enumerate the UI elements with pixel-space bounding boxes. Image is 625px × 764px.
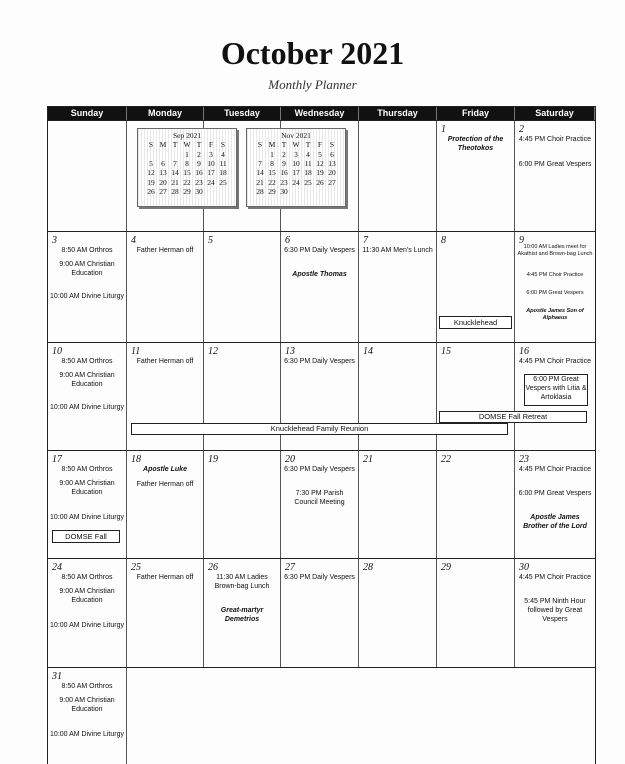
mini-day: 30 [280, 187, 288, 197]
mini-day: 22 [268, 177, 276, 187]
mini-day: 3 [294, 149, 298, 159]
mini-day: 13 [328, 158, 336, 168]
day-cell-22[interactable] [437, 451, 515, 558]
day-number: 18 [131, 454, 141, 465]
mini-day: 7 [258, 158, 262, 168]
day-cell-23[interactable] [515, 451, 595, 558]
calendar-event: 6:30 PM Daily Vespers [284, 466, 355, 473]
day-cell-31[interactable] [48, 668, 127, 764]
mini-day: 19 [316, 168, 324, 178]
mini-day: 9 [282, 158, 286, 168]
week-row [48, 558, 595, 667]
calendar-event: 8:50 AM Orthros [61, 247, 113, 254]
mini-day: 17 [292, 168, 300, 178]
day-number: 26 [208, 562, 218, 573]
mini-day: 5 [149, 158, 153, 168]
day-number: 15 [441, 346, 451, 357]
mini-weekday-label: W [292, 140, 300, 150]
day-cell-4[interactable] [127, 232, 204, 342]
mini-day: 4 [221, 149, 225, 159]
day-cell-9[interactable] [515, 232, 595, 342]
mini-day [314, 187, 326, 196]
mini-day: 26 [316, 177, 324, 187]
mini-day: 1 [270, 149, 274, 159]
calendar-event: 6:30 PM Daily Vespers [284, 358, 355, 365]
calendar-event: 10:00 AM Divine Liturgy [50, 731, 124, 738]
mini-day: 27 [159, 187, 167, 197]
day-number: 1 [441, 124, 446, 135]
empty-area [127, 668, 595, 764]
mini-calendar-title: Sep 2021 [172, 131, 202, 140]
day-number: 20 [285, 454, 295, 465]
calendar-event: 10:00 AM Divine Liturgy [50, 404, 124, 411]
mini-weekday-label: T [281, 140, 287, 150]
calendar-event: 9:00 AM Christian Education [59, 261, 115, 278]
day-cell-5[interactable] [204, 232, 281, 342]
calendar-event: 4:45 PM Choir Practice [519, 466, 591, 473]
mini-day: 4 [306, 149, 310, 159]
mini-day: 23 [195, 177, 203, 187]
mini-calendar-nov [246, 128, 346, 207]
week-row [48, 450, 595, 558]
day-number: 5 [208, 235, 213, 246]
day-number: 10 [52, 346, 62, 357]
calendar-event: 8:50 AM Orthros [61, 574, 113, 581]
day-cell-2[interactable] [515, 121, 595, 231]
mini-day: 19 [147, 177, 155, 187]
day-header-sunday: Sunday [48, 107, 127, 120]
day-number: 25 [131, 562, 141, 573]
calendar-event: 9:00 AM Christian Education [59, 588, 115, 605]
day-number: 6 [285, 235, 290, 246]
mini-day: 25 [304, 177, 312, 187]
calendar-event: 11:30 AM Ladies Brown-bag Lunch [214, 574, 270, 591]
calendar-event: 10:00 AM Ladies meet for Akathist and Brown-bag Lunch [517, 244, 593, 258]
mini-day: 2 [282, 149, 286, 159]
calendar-event: Apostle James Brother of the Lord [523, 514, 587, 531]
day-header-friday: Friday [437, 107, 515, 120]
day-number: 12 [208, 346, 218, 357]
day-number: 17 [52, 454, 62, 465]
mini-day: 6 [161, 158, 165, 168]
day-cell-19[interactable] [204, 451, 281, 558]
day-header-tuesday: Tuesday [204, 107, 281, 120]
mini-day: 21 [171, 177, 179, 187]
calendar-event: 5:45 PM Ninth Hour followed by Great Vespers [524, 598, 586, 624]
day-cell-3[interactable] [48, 232, 127, 342]
event-knucklehead: Knucklehead [439, 316, 512, 329]
mini-day: 28 [171, 187, 179, 197]
day-header-monday: Monday [127, 107, 204, 120]
mini-weekday-label: T [305, 140, 311, 150]
day-number: 9 [519, 235, 524, 246]
mini-day: 13 [159, 168, 167, 178]
day-header-saturday: Saturday [515, 107, 595, 120]
mini-day: 8 [185, 158, 189, 168]
mini-day: 15 [183, 168, 191, 178]
mini-calendar-title: Nov 2021 [281, 131, 311, 140]
mini-day: 29 [183, 187, 191, 197]
calendar-event: 10:00 AM Divine Liturgy [50, 514, 124, 521]
calendar-event: 8:50 AM Orthros [61, 466, 113, 473]
event-domse-fall-retreat: DOMSE Fall Retreat [439, 411, 587, 423]
day-cell-10[interactable] [48, 343, 127, 450]
mini-day: 17 [207, 168, 215, 178]
calendar-event: 6:00 PM Great Vespers [518, 161, 592, 168]
calendar-event: 9:00 AM Christian Education [59, 697, 115, 714]
mini-weekday-label: M [268, 140, 276, 150]
mini-day: 18 [219, 168, 227, 178]
calendar-event: Father Herman off [136, 247, 194, 254]
mini-day: 20 [328, 168, 336, 178]
day-cell-empty[interactable] [48, 121, 127, 231]
mini-day [157, 149, 169, 158]
mini-day: 22 [183, 177, 191, 187]
mini-day: 11 [219, 158, 227, 168]
calendar-event: 4:45 PM Choir Practice [519, 574, 591, 581]
mini-day: 29 [268, 187, 276, 197]
day-number: 21 [363, 454, 373, 465]
mini-day: 26 [147, 187, 155, 197]
calendar-event: Apostle James Son of Alphaeus [526, 308, 584, 322]
mini-weekday-label: T [172, 140, 178, 150]
mini-day: 30 [195, 187, 203, 197]
calendar-event: 9:00 AM Christian Education [59, 372, 115, 389]
mini-weekday-label: S [257, 140, 263, 150]
calendar-event: 7:30 PM Parish Council Meeting [294, 490, 345, 507]
mini-day: 25 [219, 177, 227, 187]
mini-day: 24 [292, 177, 300, 187]
day-number: 29 [441, 562, 451, 573]
mini-weekday-label: M [159, 140, 167, 150]
mini-day: 27 [328, 177, 336, 187]
day-cell-1[interactable] [437, 121, 515, 231]
calendar-event: Great-martyr Demetrios [220, 607, 264, 624]
day-number: 4 [131, 235, 136, 246]
day-number: 27 [285, 562, 295, 573]
calendar-event: Protection of the Theotokos [447, 136, 504, 153]
day-number: 16 [519, 346, 529, 357]
day-number: 23 [519, 454, 529, 465]
mini-day: 28 [256, 187, 264, 197]
day-cell-26[interactable] [204, 559, 281, 667]
day-cell-25[interactable] [127, 559, 204, 667]
calendar-event: 4:45 PM Choir Practice [519, 358, 591, 365]
day-header-wednesday: Wednesday [281, 107, 359, 120]
page-subtitle: Monthly Planner [268, 77, 357, 92]
day-cell-7[interactable] [359, 232, 437, 342]
day-number: 11 [131, 346, 141, 357]
mini-day [290, 187, 302, 196]
mini-day [145, 149, 157, 158]
day-cell-28[interactable] [359, 559, 437, 667]
week-row [48, 231, 595, 342]
calendar-event: Father Herman off [136, 481, 194, 488]
calendar-event: 9:00 AM Christian Education [59, 480, 115, 497]
mini-weekday-label: F [317, 140, 323, 150]
mini-day: 24 [207, 177, 215, 187]
calendar-event: 11:30 AM Men's Lunch [362, 247, 433, 254]
day-cell-29[interactable] [437, 559, 515, 667]
mini-day: 15 [268, 168, 276, 178]
event-great-vespers-litia: 6:00 PM Great Vespers with Litia & Artoklasia [524, 374, 588, 406]
day-number: 3 [52, 235, 57, 246]
day-number: 22 [441, 454, 451, 465]
day-number: 24 [52, 562, 62, 573]
day-number: 28 [363, 562, 373, 573]
day-number: 30 [519, 562, 529, 573]
mini-weekday-label: S [148, 140, 154, 150]
day-cell-30[interactable] [515, 559, 595, 667]
calendar-event: 6:30 PM Daily Vespers [284, 247, 355, 254]
day-cell-21[interactable] [359, 451, 437, 558]
calendar-event: 8:50 AM Orthros [61, 358, 113, 365]
mini-day: 5 [318, 149, 322, 159]
mini-weekday-label: F [208, 140, 214, 150]
day-number: 31 [52, 671, 62, 682]
day-cell-24[interactable] [48, 559, 127, 667]
mini-day: 7 [173, 158, 177, 168]
mini-day: 6 [330, 149, 334, 159]
calendar-event: Apostle Thomas [292, 271, 347, 278]
day-cell-18[interactable] [127, 451, 204, 558]
mini-day: 10 [292, 158, 300, 168]
day-number: 13 [285, 346, 295, 357]
mini-calendar-sep [137, 128, 237, 207]
mini-day: 10 [207, 158, 215, 168]
calendar-event: 8:50 AM Orthros [61, 683, 113, 690]
mini-weekday-label: W [183, 140, 191, 150]
calendar-event: Father Herman off [136, 574, 194, 581]
mini-day: 14 [256, 168, 264, 178]
day-cell-20[interactable] [281, 451, 359, 558]
calendar-event: 6:30 PM Daily Vespers [284, 574, 355, 581]
calendar-event: Apostle Luke [143, 466, 187, 473]
mini-weekday-label: S [329, 140, 335, 150]
calendar-event: 6:00 PM Great Vespers [526, 290, 584, 296]
mini-day: 18 [304, 168, 312, 178]
week-row [48, 667, 595, 764]
mini-day [254, 149, 266, 158]
day-cell-27[interactable] [281, 559, 359, 667]
day-number: 19 [208, 454, 218, 465]
calendar-event: Father Herman off [136, 358, 194, 365]
mini-day: 8 [270, 158, 274, 168]
mini-day [169, 149, 181, 158]
calendar-event: 10:00 AM Divine Liturgy [50, 622, 124, 629]
mini-day: 2 [197, 149, 201, 159]
day-number: 8 [441, 235, 446, 246]
day-of-week-header [48, 107, 595, 120]
mini-day: 12 [147, 168, 155, 178]
mini-day [217, 187, 229, 196]
mini-day: 12 [316, 158, 324, 168]
calendar-event: 4:45 PM Choir Practice [519, 136, 591, 143]
mini-day [302, 187, 314, 196]
mini-day: 1 [185, 149, 189, 159]
calendar-event: 4:45 PM Choir Practice [526, 272, 584, 278]
mini-day: 11 [304, 158, 312, 168]
day-number: 14 [363, 346, 373, 357]
mini-weekday-label: S [220, 140, 226, 150]
mini-day: 21 [256, 177, 264, 187]
day-cell-empty[interactable] [359, 121, 437, 231]
day-cell-6[interactable] [281, 232, 359, 342]
event-family-reunion: Knucklehead Family Reunion [131, 423, 508, 435]
mini-day [205, 187, 217, 196]
event-domse-fall: DOMSE Fall [52, 530, 120, 543]
calendar-event: 6:00 PM Great Vespers [518, 490, 592, 497]
day-header-thursday: Thursday [359, 107, 437, 120]
mini-day: 23 [280, 177, 288, 187]
mini-day: 14 [171, 168, 179, 178]
mini-day: 20 [159, 177, 167, 187]
calendar-event: 10:00 AM Divine Liturgy [50, 293, 124, 300]
mini-day: 16 [195, 168, 203, 178]
page-title: October 2021 [220, 35, 405, 71]
day-number: 7 [363, 235, 368, 246]
mini-day: 3 [209, 149, 213, 159]
mini-day [326, 187, 338, 196]
mini-weekday-label: T [196, 140, 202, 150]
mini-day: 16 [280, 168, 288, 178]
mini-day: 9 [197, 158, 201, 168]
day-number: 2 [519, 124, 524, 135]
